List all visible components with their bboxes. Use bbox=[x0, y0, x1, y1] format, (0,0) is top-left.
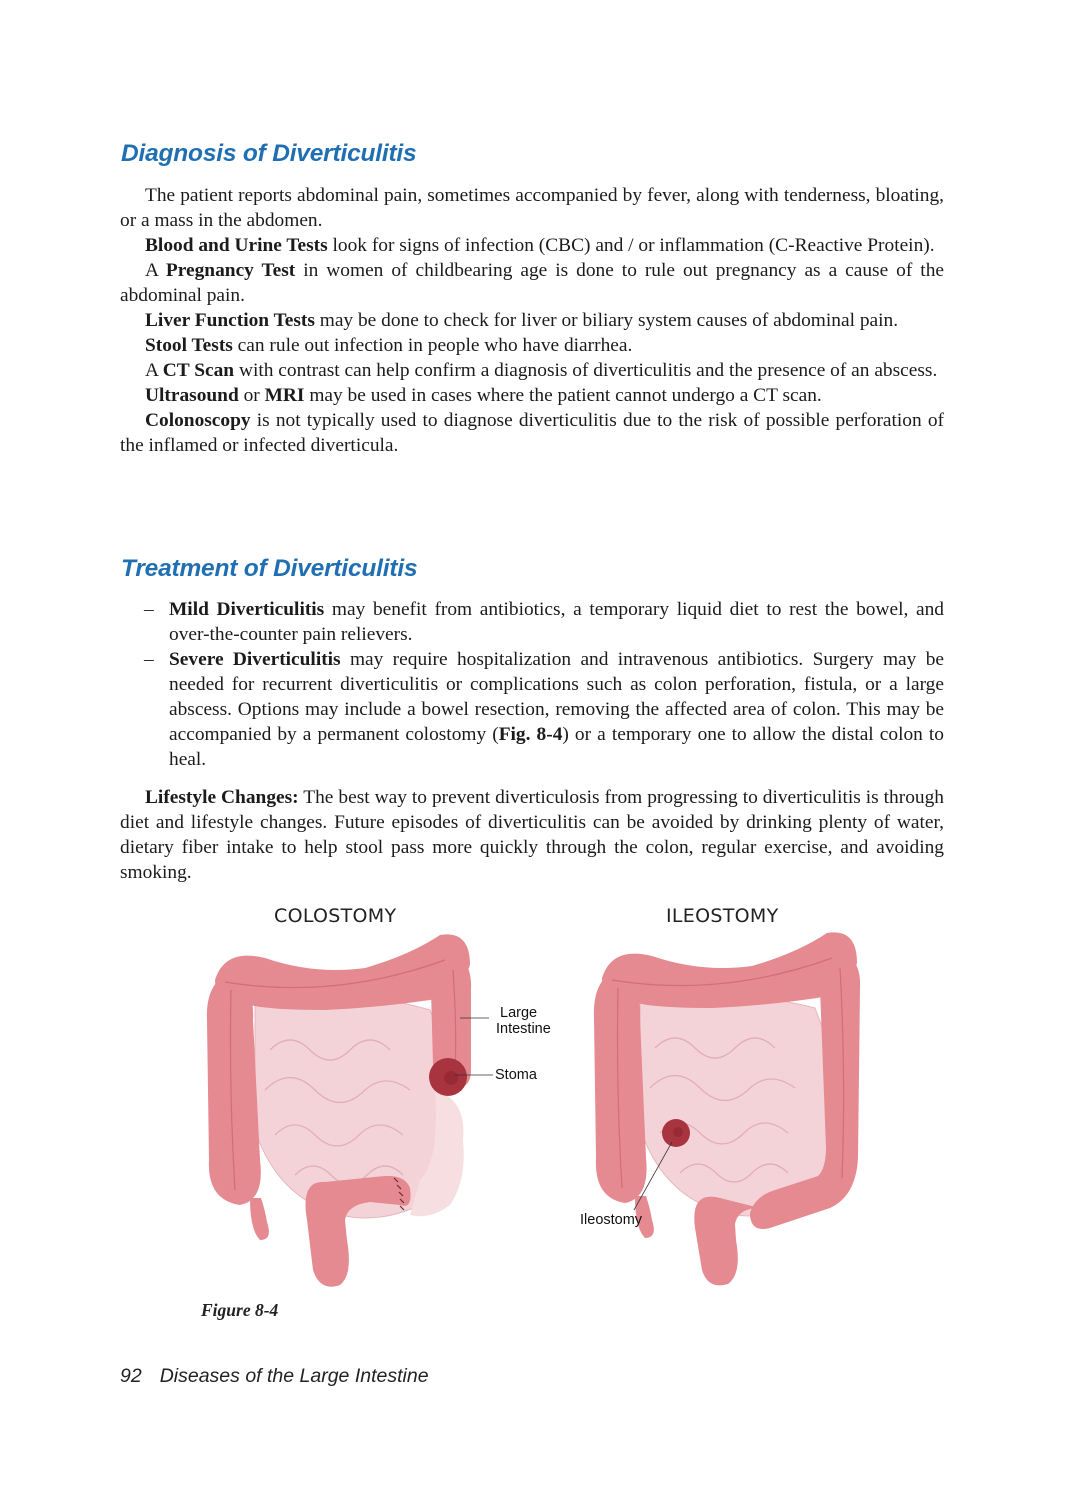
bullet-mild: – Mild Diverticulitis may benefit from antibiotics, a temporary liquid diet to rest the bowel, and over-the-counter pain relievers. bbox=[144, 599, 944, 645]
term-stool-tests: Stool Tests bbox=[145, 335, 233, 356]
label-large-intestine: Large Intestine bbox=[496, 1005, 551, 1037]
figure-title-colostomy: COLOSTOMY bbox=[274, 905, 397, 927]
running-title: Diseases of the Large Intestine bbox=[159, 1365, 429, 1387]
bullet-severe: – Severe Diverticulitis may require hospitalization and intravenous antibiotics. Surgery may be needed for recurrent diverticulitis or complications such as colon perforation, fistula, or a large abscess. Options may include a bowel resection, removing the affected area of colon. This may be accompanied by a permanent colostomy (Fig. 8-4) or a temporary one to allow the distal colon to heal. bbox=[144, 649, 945, 770]
term-pregnancy-test: Pregnancy Test bbox=[165, 260, 296, 281]
paragraph-blood-urine: Blood and Urine Tests look for signs of infection (CBC) and / or inflammation (C-Reactive Protein). bbox=[145, 235, 935, 256]
ileostomy-illustration bbox=[590, 928, 880, 1290]
term-lifestyle-changes: Lifestyle Changes: bbox=[145, 787, 299, 808]
figure-title-ileostomy: ILEOSTOMY bbox=[666, 905, 779, 927]
sigmoid-rectum bbox=[305, 1176, 410, 1287]
page-number: 92 bbox=[120, 1365, 142, 1387]
diagnosis-body bbox=[120, 183, 944, 458]
treatment-bullet-list bbox=[120, 597, 944, 772]
lifestyle-paragraph: Lifestyle Changes: The best way to prevent diverticulosis from progressing to diverticulitis is through diet and lifestyle changes. Future episodes of diverticulitis can be avoided by drinking plenty of water, dietary fiber intake to help stool pass more quickly through the colon, regular exercise, and avoiding smoking. bbox=[120, 787, 944, 883]
paragraph-pregnancy: A Pregnancy Test in women of childbearing age is done to rule out pregnancy as a cause of the abdominal pain. bbox=[120, 260, 944, 306]
paragraph-colonoscopy: Colonoscopy is not typically used to diagnose diverticulitis due to the risk of possible perforation of the inflamed or infected diverticula. bbox=[120, 410, 944, 456]
heading-diagnosis: Diagnosis of Diverticulitis bbox=[121, 140, 417, 167]
bullet-dash: – bbox=[144, 649, 154, 670]
term-blood-urine-tests: Blood and Urine Tests bbox=[145, 235, 328, 256]
bullet-dash: – bbox=[144, 599, 154, 620]
label-ileostomy: Ileostomy bbox=[580, 1212, 643, 1228]
paragraph-ultrasound-mri: Ultrasound or MRI may be used in cases where the patient cannot undergo a CT scan. bbox=[145, 385, 822, 406]
term-mri: MRI bbox=[264, 385, 305, 406]
heading-treatment: Treatment of Diverticulitis bbox=[121, 555, 418, 582]
term-ultrasound: Ultrasound bbox=[145, 385, 239, 406]
page-footer bbox=[120, 1365, 429, 1388]
term-liver-function-tests: Liver Function Tests bbox=[145, 310, 315, 331]
appendix bbox=[250, 1198, 269, 1240]
term-mild-diverticulitis: Mild Diverticulitis bbox=[169, 599, 325, 620]
figure-reference: Fig. 8-4 bbox=[498, 724, 563, 745]
paragraph-ct: A CT Scan with contrast can help confirm a diagnosis of diverticulitis and the presence of an abscess. bbox=[145, 360, 938, 381]
colostomy-illustration bbox=[195, 930, 495, 1290]
transverse-colon bbox=[602, 932, 857, 1008]
paragraph-liver: Liver Function Tests may be done to check for liver or biliary system causes of abdominal pain. bbox=[145, 310, 899, 331]
figure-caption: Figure 8-4 bbox=[201, 1300, 279, 1320]
paragraph-stool: Stool Tests can rule out infection in people who have diarrhea. bbox=[145, 335, 633, 356]
paragraph-intro: The patient reports abdominal pain, sometimes accompanied by fever, along with tenderness, bloating, or a mass in the abdomen. bbox=[120, 185, 944, 231]
term-ct-scan: CT Scan bbox=[162, 360, 235, 381]
label-stoma: Stoma bbox=[495, 1067, 537, 1083]
term-colonoscopy: Colonoscopy bbox=[145, 410, 251, 431]
term-severe-diverticulitis: Severe Diverticulitis bbox=[169, 649, 341, 670]
